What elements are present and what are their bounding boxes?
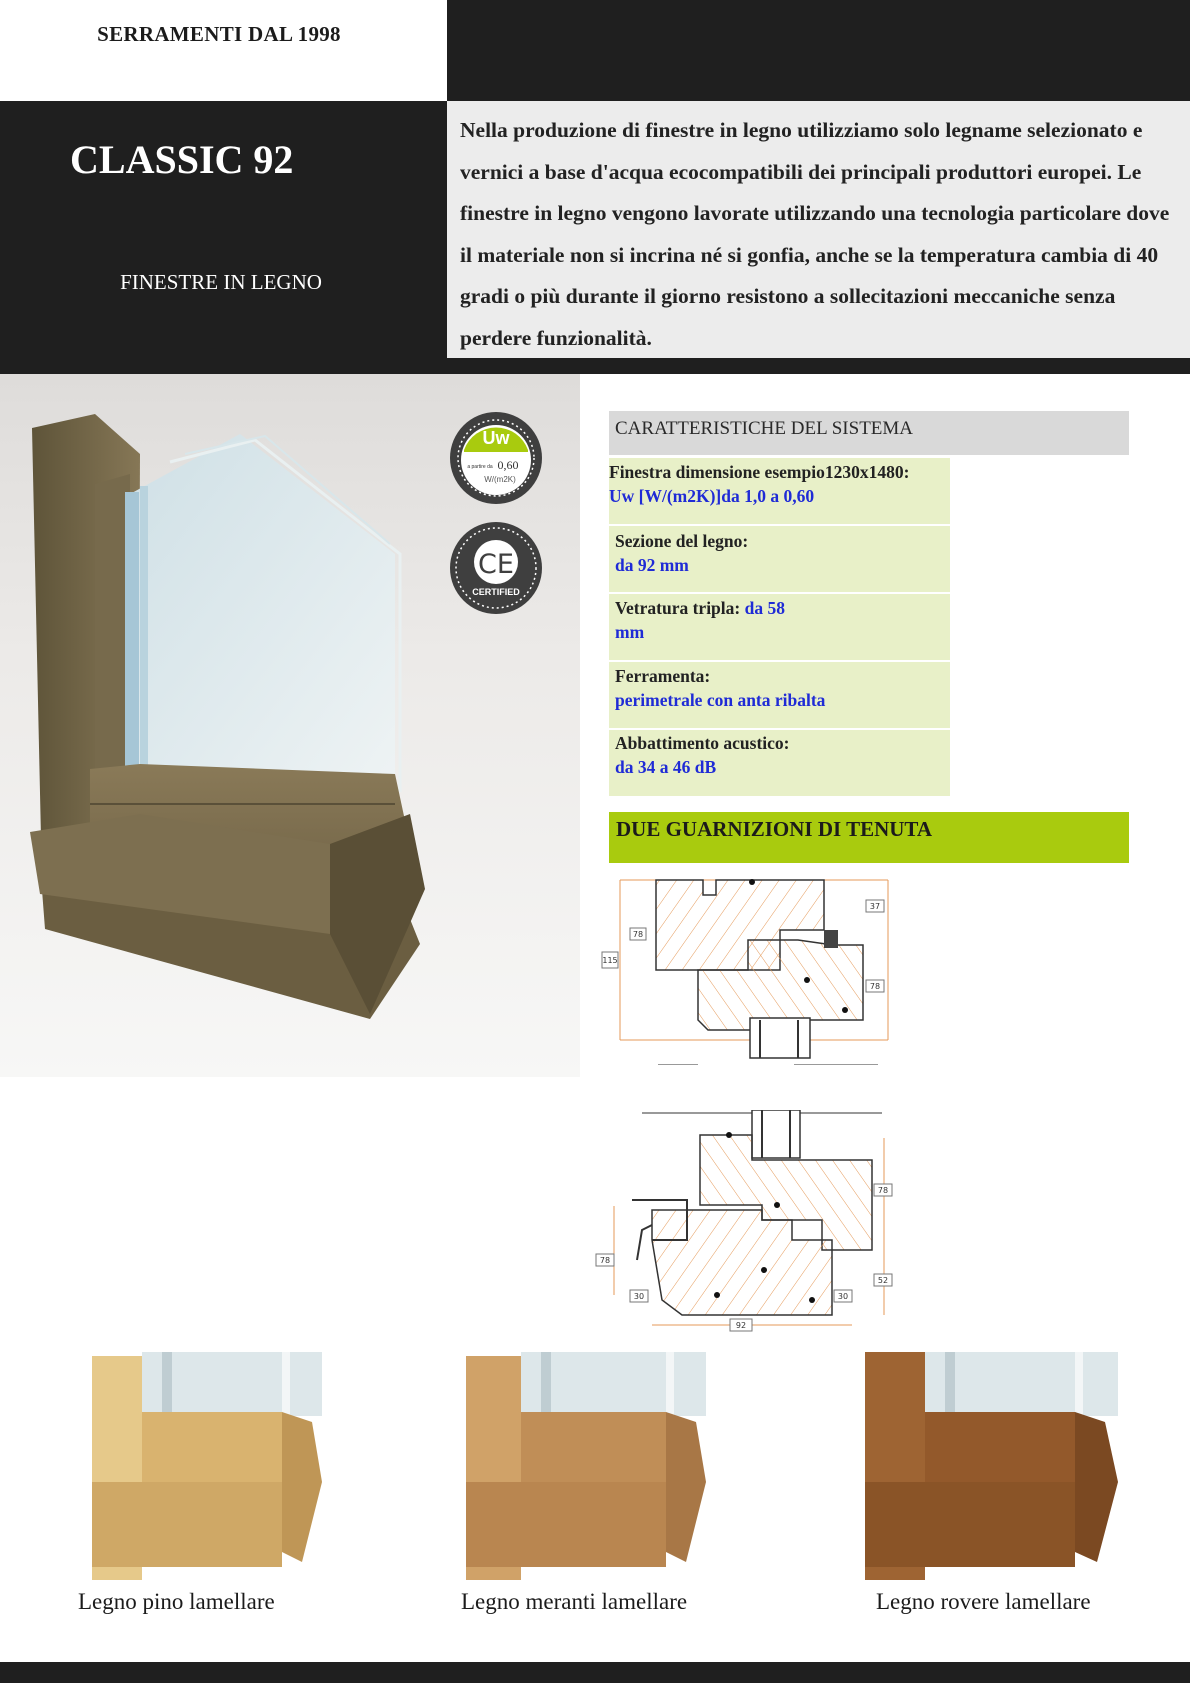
footer-bar <box>0 1662 1190 1683</box>
spec-dimension-label: Finestra dimensione esempio1230x1480: <box>609 462 910 482</box>
dim-label: 37 <box>869 902 881 911</box>
spec-label <box>615 596 815 644</box>
brand-tagline: SERRAMENTI DAL 1998 <box>97 22 341 46</box>
wood-sample-oak <box>865 1352 1118 1580</box>
wood-sample-pine <box>92 1352 322 1580</box>
wood-caption-oak: Legno rovere lamellare <box>876 1589 1091 1614</box>
uw-badge-title: Uw <box>482 428 510 448</box>
dim-label: 30 <box>633 1292 645 1301</box>
wood-caption-meranti: Legno meranti lamellare <box>461 1589 688 1614</box>
ce-certified-badge <box>450 522 542 614</box>
spec-acoustic-value: da 34 a 46 dB <box>615 757 717 777</box>
dim-label: 78 <box>877 1186 889 1195</box>
dim-label: 115 <box>602 956 618 965</box>
spec-hardware-value: perimetrale con anta ribalta <box>615 690 826 710</box>
page-title: CLASSIC 92 <box>70 137 294 182</box>
spec-label <box>609 460 954 508</box>
dim-label: 78 <box>632 930 644 939</box>
page-subtitle: FINESTRE IN LEGNO <box>120 270 322 294</box>
spec-glazing-value: da 58 mm <box>615 598 785 642</box>
wood-sample-meranti <box>466 1352 706 1580</box>
spec-label <box>615 529 945 577</box>
spec-acoustic-label: Abbattimento acustico: <box>615 733 790 753</box>
spec-hardware-label: Ferramenta: <box>615 666 711 686</box>
gaskets-title: DUE GUARNIZIONI DI TENUTA <box>616 817 933 841</box>
dim-label: 30 <box>837 1292 849 1301</box>
ce-certified-text: CERTIFIED <box>472 587 520 597</box>
spec-dimension-value: Uw [W/(m2K)]da 1,0 a 0,60 <box>609 486 815 506</box>
uw-badge-value: 0,60 <box>497 458 519 472</box>
spec-label <box>615 731 945 779</box>
uw-badge-unit: W/(m2K) <box>484 475 516 484</box>
header-left <box>0 0 447 101</box>
spec-label <box>615 664 945 712</box>
uw-rating-badge <box>450 412 542 504</box>
dim-label: 78 <box>869 982 881 991</box>
spec-wood-section-value: da 92 mm <box>615 555 689 575</box>
intro-text: Nella produzione di finestre in legno utilizziamo solo legname selezionato e vernici a base d'acqua ecocompatibili dei principali produttori europei. Le finestre in legno vengono lavorate utilizzando una tecnologia particolare dove il materiale non si incrina né si gonfia, anche se la temperatura cambia di 40 gradi o più durante il giorno resistono a sollecitazioni meccaniche senza perdere funzionalità. <box>460 118 1170 350</box>
spec-glazing-label: Vetratura tripla: <box>615 598 745 618</box>
uw-badge-prefix: a partire da <box>467 464 493 470</box>
spec-wood-section-label: Sezione del legno: <box>615 531 749 551</box>
dim-label: 92 <box>735 1321 747 1330</box>
wood-caption-pine: Legno pino lamellare <box>78 1589 275 1614</box>
specs-heading: CARATTERISTICHE DEL SISTEMA <box>615 418 914 439</box>
dim-label: 78 <box>599 1256 611 1265</box>
header-right-bar <box>447 0 1190 101</box>
ce-mark: CE <box>478 549 514 580</box>
section-drawing-bottom <box>592 1110 902 1335</box>
section-drawing-top <box>598 870 898 1065</box>
dim-label: 52 <box>877 1276 889 1285</box>
